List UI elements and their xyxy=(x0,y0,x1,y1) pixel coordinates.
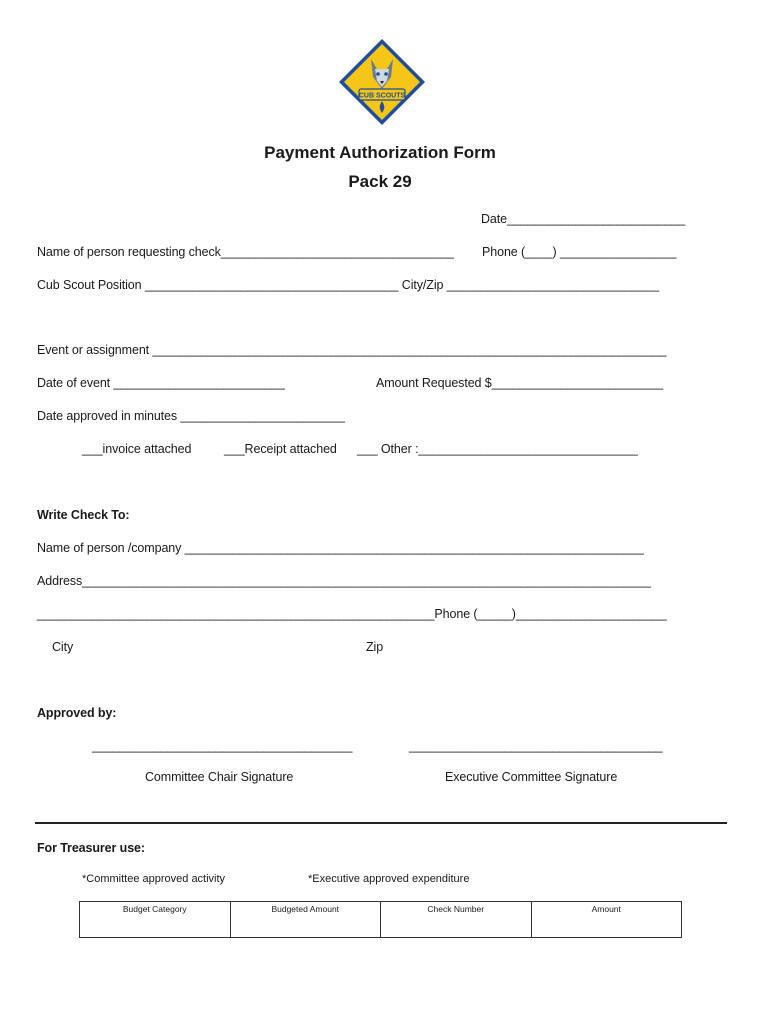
form-subtitle: Pack 29 xyxy=(348,172,412,191)
zip-label: Zip xyxy=(366,640,384,654)
other-field[interactable]: ___ Other :________________________________ xyxy=(357,442,638,456)
date-approved-field[interactable]: Date approved in minutes ________________________ xyxy=(37,409,345,423)
date-field[interactable]: Date__________________________ xyxy=(481,212,686,226)
amount-header: Amount xyxy=(531,902,682,938)
write-check-heading: Write Check To: xyxy=(37,508,130,522)
table-header-row xyxy=(80,902,682,938)
amount-requested-field[interactable]: Amount Requested $_________________________ xyxy=(376,376,663,390)
payee-name-field[interactable]: Name of person /company ___________________________________________________________________ xyxy=(37,541,644,555)
executive-approved-note: *Executive approved expenditure xyxy=(308,873,470,885)
receipt-attached-checkbox[interactable]: ___Receipt attached xyxy=(224,442,337,456)
executive-signature-line[interactable]: _____________________________________ xyxy=(409,739,663,753)
logo-text: CUB SCOUTS xyxy=(358,92,406,100)
section-divider xyxy=(35,822,727,824)
date-of-event-field[interactable]: Date of event _________________________ xyxy=(37,376,285,390)
committee-approved-note: *Committee approved activity xyxy=(82,873,226,885)
budgeted-amount-header: Budgeted Amount xyxy=(230,902,381,938)
check-number-header: Check Number xyxy=(381,902,532,938)
treasurer-heading: For Treasurer use: xyxy=(37,841,145,855)
treasurer-table xyxy=(79,901,682,938)
invoice-attached-checkbox[interactable]: ___invoice attached xyxy=(82,442,192,456)
position-city-zip-field[interactable]: Cub Scout Position _____________________________________ City/Zip _______________________________ xyxy=(37,278,660,292)
budget-category-header: Budget Category xyxy=(80,902,231,938)
phone-field[interactable]: Phone (____) _________________ xyxy=(482,245,677,259)
committee-chair-signature-label: Committee Chair Signature xyxy=(145,770,294,784)
form-title: Payment Authorization Form xyxy=(264,143,496,162)
name-requesting-field[interactable]: Name of person requesting check__________________________________ xyxy=(37,245,454,259)
approved-by-heading: Approved by: xyxy=(37,706,117,720)
event-field[interactable]: Event or assignment ___________________________________________________________________________ xyxy=(37,343,667,357)
address-field[interactable]: Address___________________________________________________________________________________ xyxy=(37,574,651,588)
cub-scouts-logo xyxy=(337,37,427,127)
executive-signature-label: Executive Committee Signature xyxy=(445,770,618,784)
city-label: City xyxy=(52,640,74,654)
committee-chair-signature-line[interactable]: ______________________________________ xyxy=(92,739,353,753)
address-line-phone-field[interactable]: __________________________________________________________Phone (_____)______________________ xyxy=(37,607,667,621)
